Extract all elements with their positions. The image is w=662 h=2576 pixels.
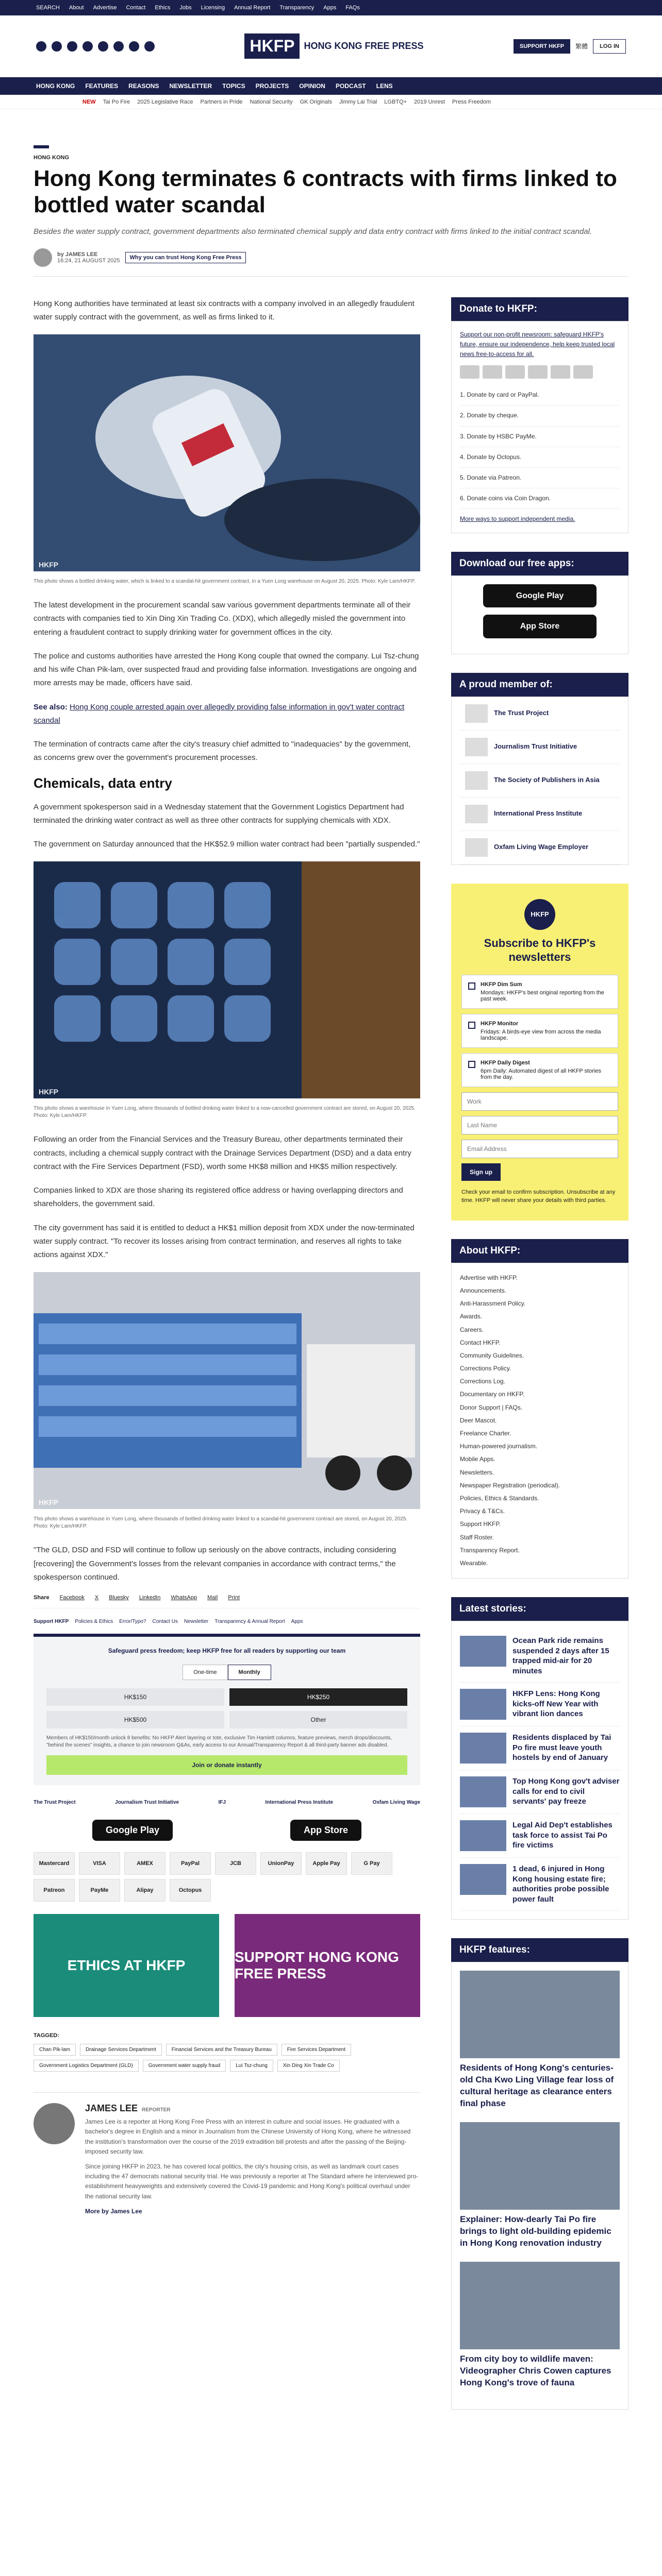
- payment-logo: Octopus: [170, 1879, 211, 1902]
- about-link[interactable]: Corrections Policy.: [460, 1365, 511, 1372]
- photo-watermark: HKFP: [39, 1498, 59, 1507]
- trust-note[interactable]: Why you can trust Hong Kong Free Press: [125, 252, 246, 263]
- card-icon: [460, 365, 479, 379]
- byline-date: 16:24, 21 AUGUST 2025: [57, 257, 120, 264]
- topbar-link[interactable]: Contact: [126, 5, 146, 11]
- about-link[interactable]: Community Guidelines.: [460, 1351, 524, 1359]
- trending-label: NEW: [82, 98, 96, 105]
- payment-logo: PayMe: [79, 1879, 120, 1902]
- story-title: Residents displaced by Tai Po fire must leave youth hostels by end of January: [512, 1733, 611, 1762]
- feature-story[interactable]: [460, 2122, 620, 2249]
- member-logo[interactable]: Oxfam Living Wage: [372, 1800, 420, 1806]
- payment-logo: Alipay: [124, 1879, 166, 1902]
- donate-title: Safeguard press freedom; keep HKFP free for all readers by supporting our team: [108, 1647, 346, 1655]
- story-thumbnail: [460, 1636, 506, 1667]
- newsletter-name: HKFP Monitor: [481, 1020, 519, 1027]
- newsletter-desc: Fridays: A birds-eye view from across the media landscape.: [481, 1028, 601, 1041]
- members-row: [34, 1800, 420, 1805]
- newsletter-name: HKFP Daily Digest: [481, 1059, 530, 1066]
- main-nav: [0, 77, 662, 95]
- google-play-button[interactable]: Google Play: [483, 584, 597, 608]
- donate-option[interactable]: 2. Donate by cheque.: [460, 405, 620, 426]
- see-also-link[interactable]: Hong Kong couple arrested again over allegedly providing false information in gov't water contract scandal: [34, 702, 405, 725]
- tag[interactable]: Fire Services Department: [282, 2044, 351, 2056]
- photo-watermark: HKFP: [39, 1088, 59, 1096]
- feature-image: [460, 2262, 620, 2349]
- paragraph: A government spokesperson said in a Wednesday statement that the Government Logistics Department had terminated the drinking water contract as well as three other contracts for supplying chemicals with XDX.: [34, 802, 404, 825]
- features-heading: HKFP features:: [451, 1938, 628, 1962]
- article-photo: [34, 1272, 420, 1512]
- tag-list: [34, 2044, 420, 2072]
- donate-option[interactable]: 3. Donate by HSBC PayMe.: [460, 427, 620, 447]
- newsletter-title: Subscribe to HKFP's newsletters: [484, 936, 596, 964]
- nav-item[interactable]: HONG KONG: [36, 82, 75, 90]
- card-icon: [528, 365, 548, 379]
- paragraph: The city government has said it is entitled to deduct a HK$1 million deposit from XDX under the now-terminated water supply contract. "To recover its losses arising from contract termination, and reserves all rights to take actions against XDX.": [34, 1223, 415, 1260]
- payment-logo: Apple Pay: [306, 1852, 347, 1875]
- paragraph: The police and customs authorities have arrested the Hong Kong couple that owned the company. Lui Tsz-chung and his wife Chan Pik-lam, over suspected fraud and providing false information. Investigations are ongoing and more arrests may be made, officers have said.: [34, 651, 419, 688]
- paragraph: Companies linked to XDX are those sharing its registered office address or having overlapping directors and shareholders, the government said.: [34, 1186, 403, 1209]
- about-link[interactable]: Newspaper Registration (periodical).: [460, 1481, 560, 1489]
- donate-box: [34, 1634, 420, 1785]
- donate-more-link[interactable]: More ways to support independent media.: [460, 515, 575, 523]
- youtube-icon[interactable]: [113, 41, 124, 52]
- member-item[interactable]: [460, 831, 620, 865]
- story-title: HKFP Lens: Hong Kong kicks-off New Year with vibrant lion dances: [512, 1689, 600, 1719]
- paragraph: Following an order from the Financial Services and the Treasury Bureau, other departments terminated their contracts, including a chemical supply contract with the Drainage Services Department (DSD) and a data entry contract with the Fire Services Department (FSD), worth some HK$8 million and HK$5 million respectively.: [34, 1135, 411, 1171]
- member-logo[interactable]: The Trust Project: [34, 1800, 76, 1806]
- member-name: Oxfam Living Wage Employer: [494, 843, 589, 851]
- amount-option[interactable]: HK$500: [46, 1711, 224, 1728]
- topbar-link[interactable]: SEARCH: [36, 5, 60, 11]
- feature-image: [460, 2122, 620, 2210]
- share-mail[interactable]: Mail: [207, 1595, 218, 1601]
- about-link[interactable]: Transparency Report.: [460, 1546, 520, 1554]
- support-links: [34, 1619, 420, 1624]
- topbar-link[interactable]: Annual Report: [234, 5, 271, 11]
- trending-link[interactable]: Jimmy Lai Trial: [339, 98, 377, 105]
- app-store-button[interactable]: App Store: [290, 1820, 361, 1841]
- about-link[interactable]: Privacy & T&Cs.: [460, 1507, 505, 1515]
- payment-logo: AMEX: [124, 1852, 166, 1875]
- support-link[interactable]: Policies & Ethics: [75, 1619, 113, 1625]
- login-button[interactable]: LOG IN: [593, 39, 626, 54]
- checkbox[interactable]: [468, 1061, 475, 1068]
- member-name: Journalism Trust Initiative: [494, 742, 577, 751]
- donate-option[interactable]: 5. Donate via Patreon.: [460, 468, 620, 488]
- freq-one-time[interactable]: One-time: [183, 1665, 227, 1680]
- paragraph: Hong Kong authorities have terminated at least six contracts with a company involved in an allegedly fraudulent water supply contract with the government, as well as firms linked to it.: [34, 299, 415, 321]
- tag[interactable]: Government Logistics Department (GLD): [34, 2060, 139, 2072]
- photo-caption: This photo shows a warehouse in Yuen Long, where thousands of bottled drinking water linked to a scandal-hit government contract are stored, on August 20, 2025. Photo: Kyle Lam/HKFP.: [34, 1516, 408, 1530]
- signup-note: Check your email to confirm subscription. Unsubscribe at any time. HKFP will never share your details with third parties.: [461, 1189, 616, 1204]
- about-link[interactable]: Anti-Harassment Policy.: [460, 1300, 526, 1308]
- checkbox[interactable]: [468, 982, 475, 990]
- donate-widget: [451, 297, 628, 533]
- member-logo[interactable]: Journalism Trust Initiative: [115, 1800, 179, 1806]
- member-logo[interactable]: International Press Institute: [265, 1800, 334, 1806]
- newsletter-option[interactable]: [461, 1014, 618, 1048]
- feature-story[interactable]: [460, 2262, 620, 2389]
- author-bio: James Lee is a reporter at Hong Kong Free Press with an interest in culture and social issues. He graduated with a bachelor's degree in English and a minor in Journalism from the Chinese University of Hong Kong, where he witnessed the institution's transformation over the course of the 2019 extradition bill protests and after the passing of the Beijing-imposed security law.: [85, 2118, 411, 2155]
- newsletter-logo: HKFP: [524, 899, 555, 930]
- donate-intro[interactable]: Support our non-profit newsroom: safeguard HKFP's future, ensure our independence, help keep trusted local news free-to-access for all.: [460, 330, 615, 358]
- story-title: Ocean Park ride remains suspended 2 days after 15 trapped mid-air for 20 minutes: [512, 1636, 609, 1675]
- about-link[interactable]: Policies, Ethics & Standards.: [460, 1494, 539, 1502]
- amount-option[interactable]: HK$150: [46, 1688, 224, 1706]
- story-thumbnail: [460, 1776, 506, 1807]
- ethics-banner[interactable]: ETHICS AT HKFP: [34, 1914, 219, 2017]
- share-x[interactable]: X: [94, 1595, 99, 1601]
- payment-logo: JCB: [215, 1852, 256, 1875]
- payment-logo: UnionPay: [260, 1852, 302, 1875]
- byline: [34, 248, 628, 277]
- nav-item[interactable]: NEWSLETTER: [169, 82, 212, 90]
- nav-item[interactable]: PROJECTS: [255, 82, 289, 90]
- instagram-icon[interactable]: [67, 41, 77, 52]
- donate-option[interactable]: 6. Donate coins via Coin Dragon.: [460, 488, 620, 509]
- member-logo-icon: [465, 771, 488, 790]
- features-list: [451, 1962, 628, 2410]
- author-bio: Since joining HKFP in 2023, he has covered local politics, the city's housing crisis, as well as landmark court cases including the 47 democrats national security trial. He was previously a reporter at The Standard where he interviewed pro-establishment heavyweights and extensively covered the Covid-19 pandemic and Hong Kong's political overhaul under the national security law.: [85, 2162, 419, 2200]
- donate-option[interactable]: 4. Donate by Octopus.: [460, 447, 620, 468]
- support-link[interactable]: Transparency & Annual Report: [214, 1619, 285, 1625]
- paragraph: "The GLD, DSD and FSD will continue to follow up seriously on the above contracts, including considering [recovering] the Government's losses from the relevant companies in accordance with contract terms," the spokesperson continued.: [34, 1546, 396, 1582]
- threads-icon[interactable]: [82, 41, 93, 52]
- trending-bar: [0, 95, 662, 109]
- author-box: [34, 2092, 420, 2216]
- app-store-button[interactable]: App Store: [483, 615, 597, 638]
- about-link[interactable]: Newsletters.: [460, 1468, 494, 1476]
- about-link[interactable]: Support HKFP.: [460, 1520, 501, 1528]
- apps-heading: Download our free apps:: [451, 552, 628, 575]
- story-thumbnail: [460, 1689, 506, 1720]
- amount-option-selected[interactable]: HK$250: [229, 1688, 407, 1706]
- member-widget: [451, 673, 628, 865]
- topbar-link[interactable]: Licensing: [201, 5, 225, 11]
- latest-story[interactable]: [460, 1683, 620, 1726]
- bottled-water-photo: [34, 334, 420, 571]
- donate-option[interactable]: 1. Donate by card or PayPal.: [460, 385, 620, 405]
- byline-author[interactable]: by JAMES LEE: [57, 251, 98, 258]
- card-icon: [573, 365, 593, 379]
- frequency-toggle: [44, 1665, 410, 1680]
- payment-logo: Patreon: [34, 1879, 75, 1902]
- about-link[interactable]: Contact HKFP.: [460, 1338, 501, 1346]
- trending-link[interactable]: Tai Po Fire: [103, 98, 130, 105]
- trending-link[interactable]: Partners in Pride: [200, 98, 243, 105]
- member-logo-icon: [465, 704, 488, 723]
- signup-button[interactable]: Sign up: [461, 1163, 501, 1181]
- support-link[interactable]: Contact Us: [152, 1619, 178, 1625]
- latest-widget: [451, 1597, 628, 1920]
- topbar-link[interactable]: Advertise: [93, 5, 117, 11]
- member-logo-icon: [465, 805, 488, 823]
- author-avatar: [34, 248, 52, 267]
- author-name[interactable]: JAMES LEE: [85, 2103, 138, 2114]
- support-link[interactable]: Newsletter: [184, 1619, 209, 1625]
- support-link[interactable]: Support HKFP: [34, 1619, 69, 1625]
- member-heading: A proud member of:: [451, 673, 628, 697]
- article-body: [34, 297, 420, 2429]
- tag[interactable]: Lui Tsz-chung: [230, 2060, 273, 2072]
- paragraph: The latest development in the procurement scandal saw various government departments terminate all of their contracts with companies tied to Xin Ding Xin Trading Co. (XDX), which allegedly misled the government into entering a fraudulent contract to supply drinking water for government offices in the city.: [34, 601, 411, 637]
- trending-link[interactable]: Press Freedom: [452, 98, 491, 105]
- payment-logo: G Pay: [351, 1852, 392, 1875]
- join-button[interactable]: Join or donate instantly: [46, 1755, 407, 1775]
- checkbox[interactable]: [468, 1022, 475, 1029]
- tag[interactable]: Drainage Services Department: [80, 2044, 162, 2056]
- trending-link[interactable]: 2019 Unrest: [414, 98, 445, 105]
- member-item[interactable]: [460, 697, 620, 731]
- topbar-link[interactable]: Transparency: [279, 5, 315, 11]
- trending-link[interactable]: National Security: [250, 98, 293, 105]
- google-play-button[interactable]: Google Play: [92, 1820, 173, 1841]
- member-logo[interactable]: IFJ: [218, 1800, 226, 1806]
- donate-heading: Donate to HKFP:: [451, 297, 628, 321]
- support-banner[interactable]: SUPPORT HONG KONG FREE PRESS: [235, 1914, 420, 2017]
- kicker-rule: [34, 145, 49, 148]
- paragraph: The government on Saturday announced that the HK$52.9 million water contract had been "partially suspended.": [34, 840, 420, 849]
- member-item[interactable]: [460, 731, 620, 764]
- latest-heading: Latest stories:: [451, 1597, 628, 1621]
- topbar-link[interactable]: About: [69, 5, 84, 11]
- member-logo-icon: [465, 838, 488, 857]
- about-link[interactable]: Announcements.: [460, 1286, 507, 1294]
- app-stores: [34, 1820, 420, 1841]
- member-logo-icon: [465, 738, 488, 756]
- card-icon: [551, 365, 570, 379]
- about-link[interactable]: Careers.: [460, 1326, 484, 1333]
- feature-title: Residents of Hong Kong's centuries-old Cha Kwo Ling Village fear loss of cultural heritage as clearance enters final phase: [460, 2063, 614, 2108]
- latest-story[interactable]: [460, 1858, 620, 1911]
- newsletter-signup: [451, 884, 628, 1221]
- freq-monthly[interactable]: Monthly: [228, 1665, 271, 1680]
- more-by-author[interactable]: More by James Lee: [85, 2207, 142, 2215]
- feature-title: Explainer: How-dearly Tai Po fire brings to light old-building epidemic in Hong Kong renovation industry: [460, 2214, 611, 2248]
- masthead: [0, 15, 662, 77]
- trending-link[interactable]: 2025 Legislative Race: [137, 98, 193, 105]
- article-kicker[interactable]: HONG KONG: [34, 155, 70, 161]
- trending-link[interactable]: LGBTQ+: [384, 98, 407, 105]
- payment-logo: PayPal: [170, 1852, 211, 1875]
- amount-options: [46, 1688, 407, 1728]
- photo-watermark: HKFP: [39, 561, 59, 569]
- photo-caption: This photo shows a bottled drinking water, which is linked to a scandal-hit government contract, in a Yuen Long warehouse on August 20, 2025. Photo: Kyle Lam/HKFP.: [34, 579, 416, 585]
- facebook-icon[interactable]: [36, 41, 46, 52]
- x-icon[interactable]: [52, 41, 62, 52]
- newsletter-option[interactable]: [461, 1053, 618, 1087]
- support-link[interactable]: Apps: [291, 1619, 303, 1625]
- member-item[interactable]: [460, 764, 620, 798]
- share-bluesky[interactable]: Bluesky: [109, 1595, 129, 1601]
- card-logos: [460, 365, 620, 379]
- tag[interactable]: Financial Services and the Treasury Bureau: [166, 2044, 277, 2056]
- tag[interactable]: Government water supply fraud: [143, 2060, 226, 2072]
- name-field[interactable]: Work: [461, 1092, 618, 1111]
- nav-item[interactable]: LENS: [376, 82, 393, 90]
- member-benefits: Members of HK$150/month unlock 8 benefits: No HKFP Alert layering or tote, exclusive Tim Hamlett columns, feature previews, merch drops/discounts, "behind the scenes" insights, a chance to join newsroom Q&As, early access to our Annual/Transparency Report & all third-party banner ads disabled.: [46, 1735, 392, 1749]
- site-logo[interactable]: [244, 33, 423, 59]
- tagged-label: TAGGED:: [34, 2032, 59, 2039]
- about-link[interactable]: Wearable.: [460, 1559, 488, 1567]
- amount-option[interactable]: Other: [229, 1711, 407, 1728]
- last-name-field[interactable]: Last Name: [461, 1116, 618, 1134]
- payment-logo: VISA: [79, 1852, 120, 1875]
- article-standfirst: Besides the water supply contract, government departments also terminated chemical supply and data entry contract with firms linked to the initial contract scandal.: [34, 227, 592, 236]
- article-photo: [34, 334, 420, 574]
- warehouse-photo: [34, 861, 420, 1098]
- about-list: [451, 1263, 628, 1579]
- section-heading: Chemicals, data entry: [34, 775, 172, 791]
- topbar-link[interactable]: FAQs: [345, 5, 360, 11]
- feature-title: From city boy to wildlife maven: Videographer Chris Cowen captures Hong Kong's trove of fauna: [460, 2353, 611, 2387]
- story-thumbnail: [460, 1820, 506, 1851]
- feature-image: [460, 1971, 620, 2058]
- paragraph: The termination of contracts came after the city's treasury chief admitted to "inadequacies" by the government, as concerns grew over the government's procurement processes.: [34, 740, 411, 762]
- see-also: [34, 701, 420, 728]
- author-photo: [34, 2103, 75, 2144]
- mail-icon[interactable]: [129, 41, 139, 52]
- story-title: Top Hong Kong gov't adviser calls for end to civil servants' pay freeze: [512, 1777, 620, 1806]
- truck-photo: [34, 1272, 420, 1509]
- member-name: The Society of Publishers in Asia: [494, 776, 600, 784]
- latest-story[interactable]: [460, 1630, 620, 1683]
- rss-icon[interactable]: [144, 41, 155, 52]
- tag[interactable]: Chan Pik-lam: [34, 2044, 76, 2056]
- share-bar: [34, 1595, 420, 1608]
- nav-item[interactable]: FEATURES: [85, 82, 119, 90]
- photo-caption: This photo shows a warehouse in Yuen Long, where thousands of bottled drinking water linked to a now-cancelled government contract are stored, on August 20, 2025. Photo: Kyle Lam/HKFP.: [34, 1106, 416, 1119]
- see-also-label: See also:: [34, 702, 68, 711]
- payment-methods: [34, 1852, 420, 1902]
- share-label: Share: [34, 1595, 49, 1601]
- support-link[interactable]: Error/Typo?: [119, 1619, 146, 1625]
- about-link[interactable]: Mobile Apps.: [460, 1455, 495, 1463]
- newsletter-option[interactable]: [461, 975, 618, 1009]
- about-heading: About HKFP:: [451, 1239, 628, 1263]
- member-item[interactable]: [460, 798, 620, 831]
- nav-item[interactable]: OPINION: [299, 82, 325, 90]
- top-bar: [0, 0, 662, 15]
- about-link[interactable]: Deer Mascot.: [460, 1416, 497, 1424]
- promo-banners: [34, 1914, 420, 2017]
- about-link[interactable]: Donor Support | FAQs.: [460, 1403, 523, 1411]
- language-toggle[interactable]: 繁體: [575, 43, 588, 50]
- card-icon: [505, 365, 525, 379]
- about-link[interactable]: Staff Roster.: [460, 1533, 494, 1541]
- newsletter-desc: 6pm Daily: Automated digest of all HKFP stories from the day.: [481, 1067, 601, 1080]
- story-title: Legal Aid Dep't establishes task force to assist Tai Po fire victims: [512, 1821, 613, 1850]
- nav-item[interactable]: PODCAST: [335, 82, 366, 90]
- trending-link[interactable]: GK Originals: [300, 98, 332, 105]
- feature-story[interactable]: [460, 1971, 620, 2110]
- logo-mark: HKFP: [244, 33, 300, 59]
- payment-logo: Mastercard: [34, 1852, 75, 1875]
- logo-text: HONG KONG FREE PRESS: [304, 40, 424, 51]
- apps-widget: [451, 552, 628, 654]
- nav-item[interactable]: TOPICS: [222, 82, 245, 90]
- topbar-link[interactable]: Apps: [323, 5, 337, 11]
- latest-list: [451, 1621, 628, 1920]
- about-link[interactable]: Freelance Charter.: [460, 1430, 511, 1437]
- latest-story[interactable]: [460, 1770, 620, 1814]
- share-facebook[interactable]: Facebook: [59, 1595, 85, 1601]
- topbar-link[interactable]: Jobs: [179, 5, 192, 11]
- about-link[interactable]: Corrections Log.: [460, 1378, 506, 1385]
- email-field[interactable]: Email Address: [461, 1140, 618, 1158]
- nav-item[interactable]: REASONS: [128, 82, 159, 90]
- support-button[interactable]: SUPPORT HKFP: [514, 39, 570, 54]
- share-linkedin[interactable]: LinkedIn: [139, 1595, 161, 1601]
- article-photo: [34, 861, 420, 1101]
- card-icon: [483, 365, 502, 379]
- story-thumbnail: [460, 1864, 506, 1895]
- latest-story[interactable]: [460, 1726, 620, 1770]
- story-title: 1 dead, 6 injured in Hong Kong housing estate fire; authorities probe possible power fault: [512, 1865, 609, 1904]
- topbar-link[interactable]: Ethics: [155, 5, 171, 11]
- about-link[interactable]: Documentary on HKFP.: [460, 1391, 525, 1398]
- newsletter-desc: Mondays: HKFP's best original reporting from the past week.: [481, 989, 604, 1002]
- features-widget: [451, 1938, 628, 2410]
- about-widget: [451, 1239, 628, 1579]
- about-link[interactable]: Human-powered journalism.: [460, 1443, 538, 1450]
- social-links: [36, 41, 155, 52]
- tag[interactable]: Xin Ding Xin Trade Co: [277, 2060, 340, 2072]
- about-link[interactable]: Advertise with HKFP.: [460, 1274, 518, 1281]
- author-role: REPORTER: [142, 2107, 171, 2113]
- story-thumbnail: [460, 1733, 506, 1764]
- newsletter-name: HKFP Dim Sum: [481, 981, 522, 988]
- sidebar: [451, 297, 628, 2429]
- bluesky-icon[interactable]: [98, 41, 108, 52]
- latest-story[interactable]: [460, 1814, 620, 1858]
- article-title: Hong Kong terminates 6 contracts with firms linked to bottled water scandal: [34, 166, 617, 217]
- member-name: The Trust Project: [494, 709, 549, 717]
- share-whatsapp[interactable]: WhatsApp: [171, 1595, 197, 1601]
- about-link[interactable]: Awards.: [460, 1313, 483, 1320]
- share-print[interactable]: Print: [228, 1595, 240, 1601]
- member-name: International Press Institute: [494, 809, 583, 818]
